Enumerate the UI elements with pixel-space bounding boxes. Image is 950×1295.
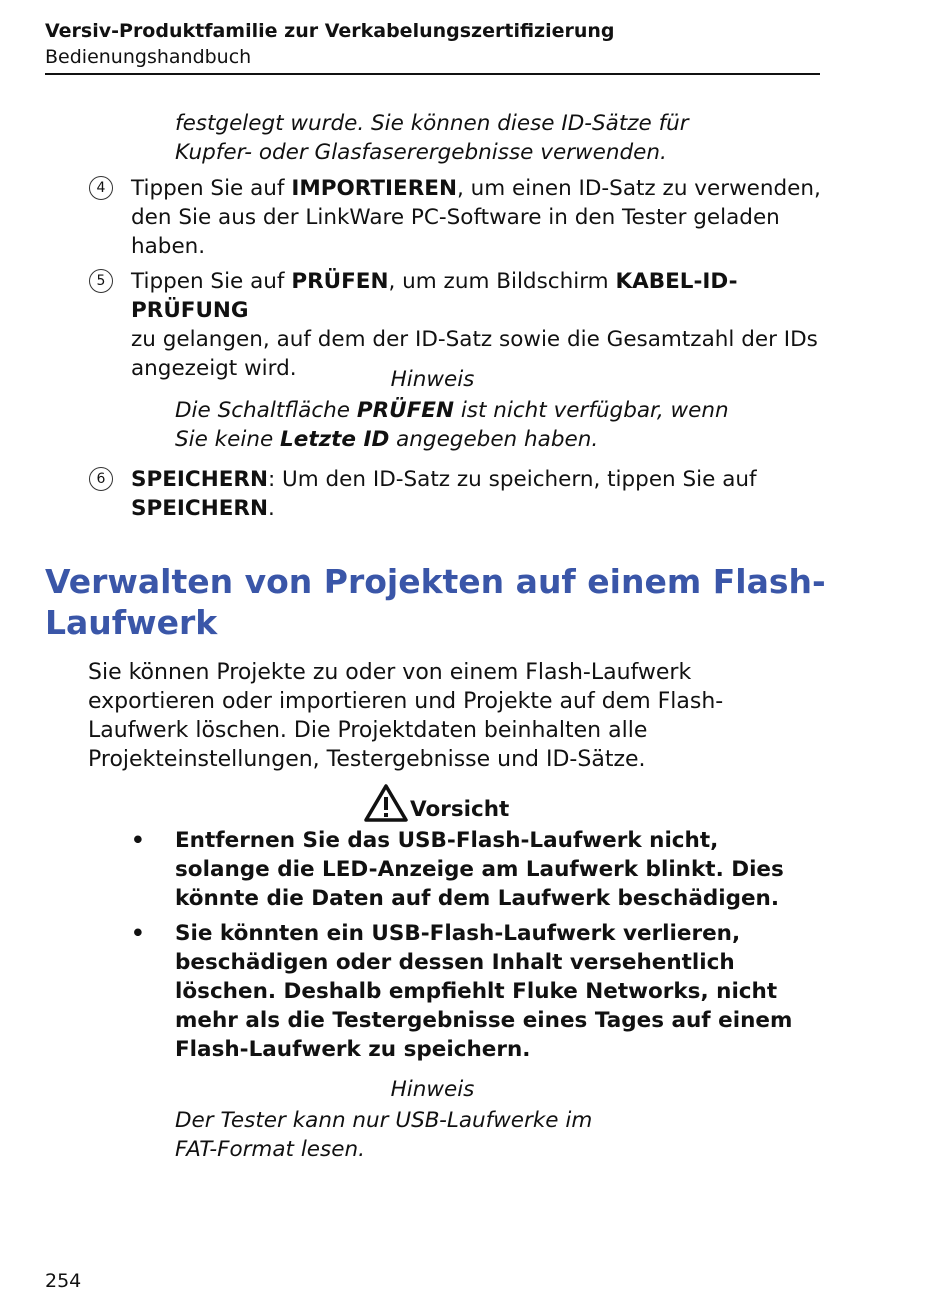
note-2-label: Hinweis <box>390 1077 475 1102</box>
note-1-text2-post: angegeben haben. <box>389 427 599 452</box>
page-number: 254 <box>45 1270 82 1292</box>
caution-bullet-1 <box>175 826 795 913</box>
caution-label: Vorsicht <box>410 797 510 822</box>
caution-bullet-1-glyph: • <box>131 828 145 853</box>
header-rule <box>45 73 820 75</box>
caution-bullet-1-line-3: könnte die Daten auf dem Laufwerk beschädigen. <box>175 886 780 911</box>
caution-bullet-1-line-1: Entfernen Sie das USB-Flash-Laufwerk nicht, <box>175 828 719 853</box>
caution-bullet-2-glyph: • <box>131 921 145 946</box>
running-header-subtitle: Bedienungshandbuch <box>45 46 252 68</box>
caution-bullet-1-line-2: solange die LED-Anzeige am Laufwerk blinkt. Dies <box>175 857 784 882</box>
continued-text-line-2: Kupfer- oder Glasfaserergebnisse verwenden. <box>175 140 667 165</box>
caution-heading <box>364 784 509 824</box>
step-5-text-mid: , um zum Bildschirm <box>388 269 616 294</box>
paragraph-line-3: Laufwerk löschen. Die Projektdaten beinhalten alle <box>88 718 648 743</box>
note-1-line-2 <box>175 425 775 454</box>
note-1-text-pre: Die Schaltfläche <box>175 398 357 423</box>
section-paragraph <box>88 658 808 774</box>
running-header-title: Versiv-Produktfamilie zur Verkabelungszertifizierung <box>45 20 615 42</box>
speichern-keyword: SPEICHERN <box>131 467 268 492</box>
step-number-5: 5 <box>89 269 113 293</box>
step-5-line-1 <box>131 267 851 325</box>
note-2-text <box>175 1106 775 1164</box>
note-1-label: Hinweis <box>390 367 475 392</box>
pruefen-keyword: PRÜFEN <box>291 269 389 294</box>
step-6-line-1 <box>131 465 831 494</box>
step-6-line-2 <box>131 494 831 523</box>
caution-bullet-2-line-1: Sie könnten ein USB-Flash-Laufwerk verlieren, <box>175 921 741 946</box>
caution-bullet-2-line-4: mehr als die Testergebnisse eines Tages auf einem <box>175 1008 793 1033</box>
step-4-line-1 <box>131 174 831 203</box>
caution-bullet-2 <box>175 919 795 1064</box>
step-5-line-2: zu gelangen, auf dem der ID-Satz sowie die Gesamtzahl der IDs <box>131 327 818 352</box>
step-4-line-2: den Sie aus der LinkWare PC-Software in den Tester geladen <box>131 205 780 230</box>
paragraph-line-2: exportieren oder importieren und Projekte auf dem Flash- <box>88 689 724 714</box>
step-4-text-pre: Tippen Sie auf <box>131 176 292 201</box>
section-heading-line-1: Verwalten von Projekten auf einem Flash- <box>45 562 826 601</box>
note-1-line-1 <box>175 396 775 425</box>
step-4-line-3: haben. <box>131 234 206 259</box>
note-2-line-2: FAT-Format lesen. <box>175 1137 365 1162</box>
note-1-letzte-id: Letzte ID <box>280 427 390 452</box>
note-2-line-1: Der Tester kann nur USB-Laufwerke im <box>175 1108 593 1133</box>
note-1-text-post: ist nicht verfügbar, wenn <box>453 398 729 423</box>
step-4-text <box>131 174 831 261</box>
step-6-text <box>131 465 831 523</box>
step-6-text-post: : Um den ID-Satz zu speichern, tippen Sie auf <box>267 467 757 492</box>
step-number-6: 6 <box>89 467 113 491</box>
section-heading <box>45 561 905 643</box>
step-5-line-3: angezeigt wird. <box>131 356 297 381</box>
continued-text-line-1: festgelegt wurde. Sie können diese ID-Sätze für <box>175 111 689 136</box>
step-5-text-pre: Tippen Sie auf <box>131 269 292 294</box>
paragraph-line-1: Sie können Projekte zu oder von einem Flash-Laufwerk <box>88 660 692 685</box>
step-number-4: 4 <box>89 176 113 200</box>
speichern-keyword-2: SPEICHERN <box>131 496 268 521</box>
step-4-text-post: , um einen ID-Satz zu verwenden, <box>456 176 821 201</box>
importieren-keyword: IMPORTIEREN <box>291 176 457 201</box>
warning-triangle-icon <box>364 784 408 822</box>
section-heading-line-2: Laufwerk <box>45 603 218 642</box>
note-1-pruefen: PRÜFEN <box>356 398 454 423</box>
caution-bullet-2-line-3: löschen. Deshalb empfiehlt Fluke Networks, nicht <box>175 979 778 1004</box>
paragraph-line-4: Projekteinstellungen, Testergebnisse und ID-Sätze. <box>88 747 646 772</box>
note-1-text2-pre: Sie keine <box>175 427 281 452</box>
step-6-text-end: . <box>267 496 275 521</box>
note-1-text <box>175 396 775 454</box>
caution-bullet-2-line-2: beschädigen oder dessen Inhalt versehentlich <box>175 950 735 975</box>
kabel-id-pruefung-keyword: KABEL-ID-PRÜFUNG <box>131 269 738 323</box>
caution-bullet-2-line-5: Flash-Laufwerk zu speichern. <box>175 1037 531 1062</box>
